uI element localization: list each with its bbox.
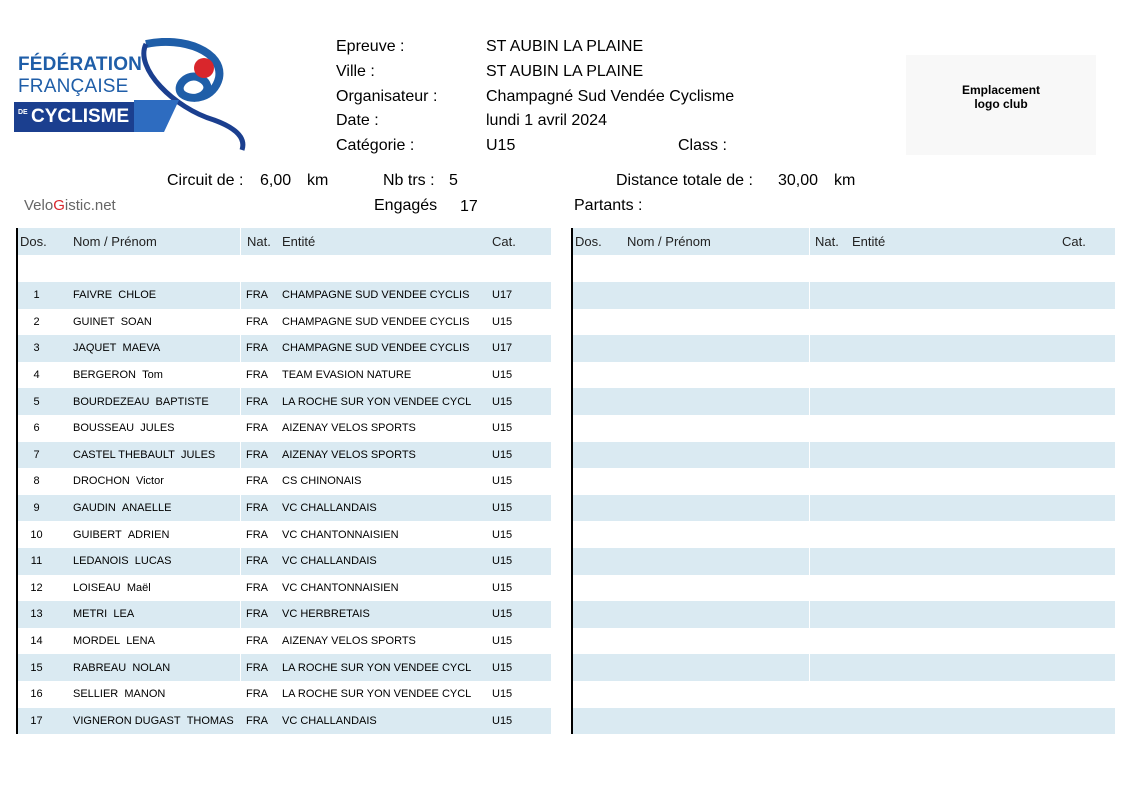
brand-velogistic <box>24 197 116 214</box>
brand-part1: Velo <box>24 197 54 214</box>
engages-value: 17 <box>460 198 478 215</box>
rider-nom: GAUDIN <box>73 502 116 515</box>
date-value: lundi 1 avril 2024 <box>486 112 607 129</box>
rider-dos: 7 <box>17 442 55 469</box>
rider-nat: FRA <box>246 635 268 648</box>
rider-entite: AIZENAY VELOS SPORTS <box>279 442 479 469</box>
rider-nom: DROCHON <box>73 475 130 488</box>
rider-entite: LA ROCHE SUR YON VENDEE CYCL <box>282 688 472 701</box>
club-logo-line1: Emplacement <box>961 83 1041 97</box>
rider-cat: U15 <box>479 388 551 415</box>
table-row <box>17 362 551 389</box>
rider-nom: FAIVRE <box>73 289 113 302</box>
col-dos: Dos. <box>572 228 610 255</box>
rider-name <box>55 309 241 336</box>
rider-prenom: Victor <box>135 475 164 488</box>
circuit-unit: km <box>307 172 329 189</box>
rider-prenom: LENA <box>126 635 155 648</box>
brand-part3: istic.net <box>64 197 116 214</box>
rider-nom: BOURDEZEAU <box>73 395 150 408</box>
rider-entite: TEAM EVASION NATURE <box>282 369 412 382</box>
rider-nat: FRA <box>246 315 268 328</box>
col-nom: Nom / Prénom <box>55 228 241 255</box>
rider-dos: 8 <box>33 475 40 488</box>
rider-cat: U15 <box>492 315 513 328</box>
rider-prenom: ANAELLE <box>121 502 172 515</box>
circuit-label: Circuit de : <box>167 172 244 189</box>
table-row <box>17 335 551 362</box>
rider-cat: U15 <box>492 528 513 541</box>
rider-dos: 4 <box>33 369 40 382</box>
ffc-logo <box>14 38 249 153</box>
table-row <box>572 309 1115 336</box>
rider-name <box>55 628 241 655</box>
logo-line2: FRANÇAISE <box>18 76 129 97</box>
rider-dos: 2 <box>33 315 40 328</box>
table-row <box>572 628 1115 655</box>
col-dos: Dos. <box>17 228 55 255</box>
rider-entite: LA ROCHE SUR YON VENDEE CYCL <box>279 654 479 681</box>
table-row <box>17 548 551 575</box>
table-row <box>17 575 551 602</box>
table-row <box>17 442 551 469</box>
rider-entite: VC CHANTONNAISIEN <box>282 528 399 541</box>
rider-nom: BOUSSEAU <box>73 422 135 435</box>
rider-nat: FRA <box>241 335 279 362</box>
rider-entite: VC HERBRETAIS <box>279 601 479 628</box>
rider-nat: FRA <box>246 422 268 435</box>
col-entite: Entité <box>279 228 479 255</box>
rider-entite: AIZENAY VELOS SPORTS <box>282 635 416 648</box>
club-logo-line2: logo club <box>974 97 1028 111</box>
rider-dos: 6 <box>33 422 40 435</box>
rider-nom: SELLIER <box>73 688 119 701</box>
epreuve-value: ST AUBIN LA PLAINE <box>486 38 644 55</box>
rider-cat: U15 <box>479 601 551 628</box>
brand-part2: G <box>53 197 65 214</box>
rider-cat: U15 <box>492 369 513 382</box>
rider-nat: FRA <box>246 369 268 382</box>
rider-nom: LEDANOIS <box>73 555 129 568</box>
engages-label: Engagés <box>374 197 438 214</box>
rider-prenom: THOMAS <box>186 714 234 727</box>
table-row <box>572 468 1115 495</box>
rider-cat: U15 <box>492 475 513 488</box>
rider-entite: CHAMPAGNE SUD VENDEE CYCLIS <box>279 282 479 309</box>
categorie-value: U15 <box>486 137 516 154</box>
rider-entite: CHAMPAGNE SUD VENDEE CYCLIS <box>279 335 479 362</box>
categorie-label: Catégorie : <box>336 137 415 154</box>
rider-nat: FRA <box>241 548 279 575</box>
rider-cat: U15 <box>492 635 513 648</box>
table-row <box>17 708 551 735</box>
nbtrs-label: Nb trs : <box>383 172 435 189</box>
rider-entite: LA ROCHE SUR YON VENDEE CYCL <box>279 388 479 415</box>
partants-label: Partants : <box>574 197 643 214</box>
epreuve-label: Epreuve : <box>336 38 405 55</box>
rider-nom: METRI <box>73 608 108 621</box>
rider-name <box>55 521 241 548</box>
table-row <box>17 415 551 442</box>
rider-dos: 12 <box>30 581 43 594</box>
rider-entite: CHAMPAGNE SUD VENDEE CYCLIS <box>282 315 470 328</box>
rider-dos: 5 <box>17 388 55 415</box>
table-row <box>17 521 551 548</box>
rider-dos: 1 <box>17 282 55 309</box>
rider-name <box>55 681 241 708</box>
rider-name <box>55 654 241 681</box>
rider-cat: U17 <box>479 282 551 309</box>
col-cat: Cat. <box>1048 228 1115 255</box>
rider-prenom: BAPTISTE <box>155 395 209 408</box>
table-row <box>572 654 1115 681</box>
table-row <box>572 681 1115 708</box>
rider-prenom: Tom <box>142 369 163 382</box>
table-row <box>572 495 1115 522</box>
table-row <box>17 309 551 336</box>
rider-nom: CASTEL THEBAULT <box>73 448 175 461</box>
rider-cat: U17 <box>479 335 551 362</box>
nbtrs-value: 5 <box>449 172 458 189</box>
rider-nat: FRA <box>246 528 268 541</box>
rider-prenom: SOAN <box>120 315 152 328</box>
rider-prenom: CHLOE <box>118 289 157 302</box>
rider-name <box>55 548 241 575</box>
table-spacer-row <box>17 255 551 282</box>
rider-nom: RABREAU <box>73 661 127 674</box>
rider-entite: VC CHALLANDAIS <box>279 708 479 735</box>
table-row <box>17 468 551 495</box>
rider-cat: U15 <box>479 654 551 681</box>
rider-prenom: JULES <box>181 448 216 461</box>
rider-cat: U15 <box>492 422 513 435</box>
rider-name <box>55 442 241 469</box>
ville-value: ST AUBIN LA PLAINE <box>486 63 644 80</box>
table-row <box>17 495 551 522</box>
rider-nat: FRA <box>246 581 268 594</box>
rider-nom: MORDEL <box>73 635 121 648</box>
logo-line1: FÉDÉRATION <box>18 54 143 75</box>
logo-prefix: DE <box>18 109 28 116</box>
rider-nat: FRA <box>241 654 279 681</box>
table-header <box>572 228 1115 255</box>
club-logo-placeholder <box>906 55 1096 155</box>
rider-prenom: Maël <box>126 581 151 594</box>
circuit-value: 6,00 <box>260 172 292 189</box>
table-row <box>17 628 551 655</box>
engages-table <box>16 228 551 734</box>
logo-line3: CYCLISME <box>31 106 130 127</box>
col-entite: Entité <box>848 228 1048 255</box>
distance-label: Distance totale de : <box>616 172 753 189</box>
col-nat: Nat. <box>241 228 279 255</box>
partants-table <box>571 228 1115 734</box>
rider-nom: BERGERON <box>73 369 136 382</box>
col-nat: Nat. <box>810 228 848 255</box>
rider-dos: 9 <box>17 495 55 522</box>
rider-dos: 11 <box>17 548 55 575</box>
rider-nom: GUINET <box>73 315 115 328</box>
rider-name <box>55 575 241 602</box>
rider-nat: FRA <box>241 495 279 522</box>
rider-dos: 15 <box>17 654 55 681</box>
rider-prenom: ADRIEN <box>127 528 170 541</box>
table-row <box>17 388 551 415</box>
table-row <box>17 681 551 708</box>
rider-name <box>55 708 241 735</box>
rider-prenom: MANON <box>124 688 166 701</box>
rider-nat: FRA <box>246 688 268 701</box>
table-spacer-row <box>572 255 1115 282</box>
rider-cat: U15 <box>479 708 551 735</box>
rider-dos: 14 <box>30 635 43 648</box>
table-row <box>17 601 551 628</box>
table-row <box>572 415 1115 442</box>
rider-cat: U15 <box>479 495 551 522</box>
rider-name <box>55 468 241 495</box>
rider-dos: 16 <box>30 688 43 701</box>
col-cat: Cat. <box>479 228 551 255</box>
rider-nat: FRA <box>241 442 279 469</box>
rider-nom: JAQUET <box>73 342 117 355</box>
rider-cat: U15 <box>479 548 551 575</box>
rider-prenom: JULES <box>140 422 175 435</box>
table-row <box>572 282 1115 309</box>
rider-nom: LOISEAU <box>73 581 121 594</box>
distance-unit: km <box>834 172 856 189</box>
rider-entite: CS CHINONAIS <box>282 475 362 488</box>
rider-nat: FRA <box>241 708 279 735</box>
table-row <box>17 654 551 681</box>
ville-label: Ville : <box>336 63 375 80</box>
rider-cat: U15 <box>479 442 551 469</box>
rider-cat: U15 <box>492 581 513 594</box>
rider-entite: VC CHALLANDAIS <box>279 548 479 575</box>
table-row <box>572 521 1115 548</box>
distance-value: 30,00 <box>778 172 819 189</box>
table-row <box>572 601 1115 628</box>
table-row <box>572 388 1115 415</box>
rider-nom: GUIBERT <box>73 528 122 541</box>
rider-dos: 3 <box>17 335 55 362</box>
rider-name <box>55 388 241 415</box>
table-row <box>572 548 1115 575</box>
rider-prenom: LUCAS <box>134 555 172 568</box>
rider-nat: FRA <box>241 388 279 415</box>
rider-name <box>55 415 241 442</box>
rider-prenom: MAEVA <box>122 342 161 355</box>
table-row <box>17 282 551 309</box>
class-label: Class : <box>678 137 727 154</box>
date-label: Date : <box>336 112 379 129</box>
organisateur-value: Champagné Sud Vendée Cyclisme <box>486 88 735 105</box>
col-nom: Nom / Prénom <box>610 228 810 255</box>
organisateur-label: Organisateur : <box>336 88 438 105</box>
table-row <box>572 708 1115 735</box>
rider-nom: VIGNERON DUGAST <box>73 714 181 727</box>
rider-dos: 17 <box>17 708 55 735</box>
rider-name <box>55 335 241 362</box>
rider-name <box>55 362 241 389</box>
rider-entite: VC CHALLANDAIS <box>279 495 479 522</box>
rider-name <box>55 495 241 522</box>
rider-prenom: NOLAN <box>132 661 171 674</box>
rider-nat: FRA <box>241 282 279 309</box>
table-row <box>572 575 1115 602</box>
table-row <box>572 335 1115 362</box>
rider-nat: FRA <box>246 475 268 488</box>
rider-prenom: LEA <box>113 608 135 621</box>
rider-dos: 10 <box>30 528 43 541</box>
rider-cat: U15 <box>492 688 513 701</box>
rider-dos: 13 <box>17 601 55 628</box>
table-row <box>572 362 1115 389</box>
rider-entite: VC CHANTONNAISIEN <box>282 581 399 594</box>
rider-name <box>55 282 241 309</box>
table-row <box>572 442 1115 469</box>
rider-nat: FRA <box>241 601 279 628</box>
rider-entite: AIZENAY VELOS SPORTS <box>282 422 416 435</box>
rider-name <box>55 601 241 628</box>
table-header <box>17 228 551 255</box>
